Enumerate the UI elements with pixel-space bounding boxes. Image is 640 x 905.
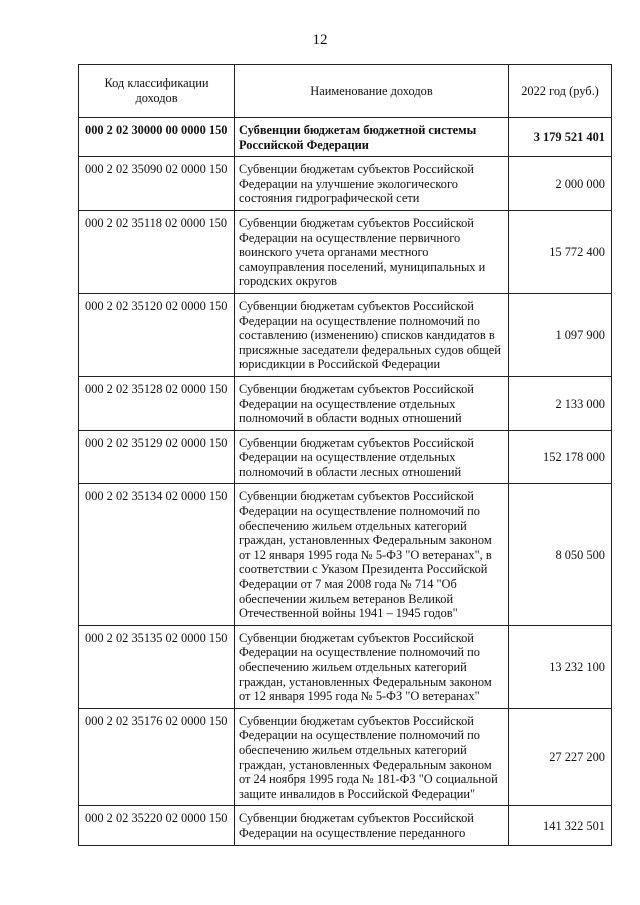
row-amount: 141 322 501 (509, 806, 612, 845)
table-row (79, 118, 612, 157)
page-number: 12 (312, 32, 328, 48)
row-code: 000 2 02 35128 02 0000 150 (79, 376, 235, 430)
row-code: 000 2 02 35176 02 0000 150 (79, 708, 235, 806)
header-code: Код классификации доходов (79, 65, 235, 118)
row-code: 000 2 02 35129 02 0000 150 (79, 430, 235, 484)
row-name: Субвенции бюджетам бюджетной системы Российской Федерации (235, 118, 509, 157)
table-row (79, 376, 612, 430)
table-row (79, 210, 612, 293)
row-code: 000 2 02 30000 00 0000 150 (79, 118, 235, 157)
row-amount: 13 232 100 (509, 625, 612, 708)
row-amount: 3 179 521 401 (509, 118, 612, 157)
row-code: 000 2 02 35220 02 0000 150 (79, 806, 235, 845)
row-name: Субвенции бюджетам субъектов Российской Федерации на улучшение экологического состояния гидрографической сети (235, 157, 509, 211)
row-code: 000 2 02 35090 02 0000 150 (79, 157, 235, 211)
row-name: Субвенции бюджетам субъектов Российской Федерации на осуществление полномочий по составлению (изменению) списков кандидатов в присяжные заседатели федеральных судов общей юрисдикции в Российской Федерации (235, 293, 509, 376)
table-row (79, 708, 612, 806)
table-body (79, 118, 612, 846)
row-code: 000 2 02 35135 02 0000 150 (79, 625, 235, 708)
row-name: Субвенции бюджетам субъектов Российской Федерации на осуществление полномочий по обеспечению жильем отдельных категорий граждан, установленных Федеральным законом от 12 января 1995 года № 5-ФЗ "О ветеранах" (235, 625, 509, 708)
table-header (79, 65, 612, 118)
row-name: Субвенции бюджетам субъектов Российской Федерации на осуществление отдельных полномочий в области лесных отношений (235, 430, 509, 484)
row-amount: 1 097 900 (509, 293, 612, 376)
table-row (79, 806, 612, 845)
header-year: 2022 год (руб.) (509, 65, 612, 118)
row-amount: 15 772 400 (509, 210, 612, 293)
row-name: Субвенции бюджетам субъектов Российской Федерации на осуществление отдельных полномочий в области водных отношений (235, 376, 509, 430)
row-amount: 8 050 500 (509, 484, 612, 625)
row-code: 000 2 02 35134 02 0000 150 (79, 484, 235, 625)
row-code: 000 2 02 35120 02 0000 150 (79, 293, 235, 376)
row-amount: 27 227 200 (509, 708, 612, 806)
row-name: Субвенции бюджетам субъектов Российской Федерации на осуществление первичного воинского учета органами местного самоуправления поселений, муниципальных и городских округов (235, 210, 509, 293)
table-row (79, 430, 612, 484)
row-name: Субвенции бюджетам субъектов Российской Федерации на осуществление полномочий по обеспечению жильем отдельных категорий граждан, установленных Федеральным законом от 12 января 1995 года № 5-ФЗ "О ветеранах", в соответствии с Указом Президента Российской Федерации от 7 мая 2008 года № 714 "Об обеспечении жильем ветеранов Великой Отечественной войны 1941 – 1945 годов" (235, 484, 509, 625)
table-row (79, 484, 612, 625)
header-name: Наименование доходов (235, 65, 509, 118)
table-row (79, 625, 612, 708)
revenue-table (78, 64, 612, 846)
row-amount: 2 000 000 (509, 157, 612, 211)
row-amount: 152 178 000 (509, 430, 612, 484)
header-row (79, 65, 612, 118)
row-code: 000 2 02 35118 02 0000 150 (79, 210, 235, 293)
table-row (79, 293, 612, 376)
row-amount: 2 133 000 (509, 376, 612, 430)
table-row (79, 157, 612, 211)
row-name: Субвенции бюджетам субъектов Российской Федерации на осуществление полномочий по обеспечению жильем отдельных категорий граждан, установленных Федеральным законом от 24 ноября 1995 года № 181-ФЗ "О социальной защите инвалидов в Российской Федерации" (235, 708, 509, 806)
row-name: Субвенции бюджетам субъектов Российской Федерации на осуществление переданного (235, 806, 509, 845)
